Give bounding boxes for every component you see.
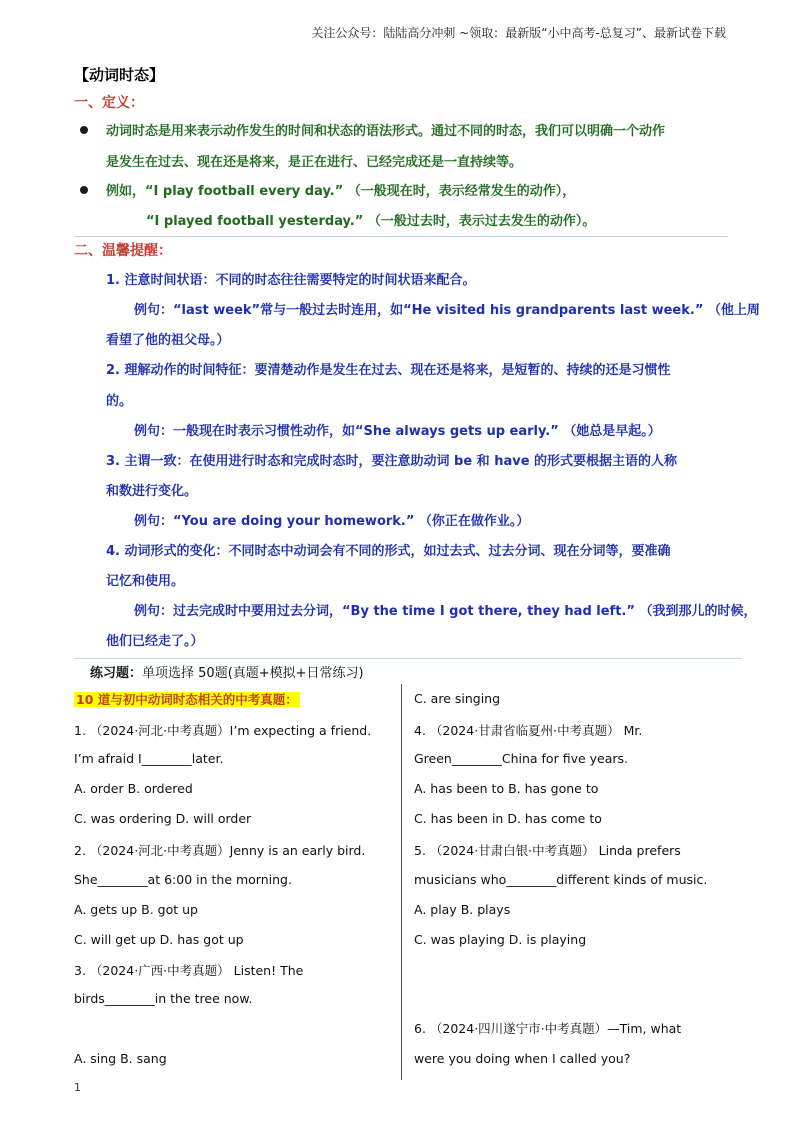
- tip4-example-line2: 他们已经走了。）: [106, 634, 204, 649]
- column-divider: [401, 684, 402, 1080]
- tip1: 1. 注意时间状语：不同的时态往往需要特定的时间状语来配合。: [106, 273, 476, 288]
- practice-label: 练习题：: [90, 666, 143, 681]
- tip1-example-line2: 看望了他的祖父母。）: [106, 333, 230, 348]
- option-line: C. was playing D. is playing: [414, 932, 587, 947]
- question-line: birds________in the tree now.: [74, 991, 253, 1006]
- question-line: 5. （2024·甘肃白银·中考真题） Linda prefers: [414, 843, 681, 858]
- question-line: 2. （2024·河北·中考真题）Jenny is an early bird.: [74, 843, 366, 858]
- option-line: A. play B. plays: [414, 902, 511, 917]
- bullet-dot-icon: [80, 126, 88, 134]
- tip1-example-line1: 例句：“last week”常与一般过去时连用，如“He visited his grandparents last week.” （他上周: [134, 303, 760, 318]
- question-line: She________at 6:00 in the morning.: [74, 872, 292, 887]
- definition-line1: 动词时态是用来表示动作发生的时间和状态的语法形式。通过不同的时态，我们可以明确一个动作: [106, 124, 666, 139]
- option-line: C. are singing: [414, 691, 501, 706]
- question-line: were you doing when I called you?: [414, 1051, 631, 1066]
- section-divider: [74, 236, 728, 237]
- tip4-line2: 记忆和使用。: [106, 574, 185, 589]
- question-line: 6. （2024·四川遂宁市·中考真题）—Tim, what: [414, 1021, 682, 1036]
- definition-line2: 是发生在过去、现在还是将来，是正在进行、已经完成还是一直持续等。: [106, 155, 523, 170]
- example-line1: 例如，“I play football every day.” （一般现在时，表示经常发生的动作），: [106, 184, 576, 199]
- tip2-example: 例句：一般现在时表示习惯性动作，如“She always gets up early.” （她总是早起。）: [134, 424, 661, 439]
- tip3-line1: 3. 主谓一致：在使用进行时态和完成时态时，要注意助动词 be 和 have 的形式要根据主语的人称: [106, 454, 678, 469]
- option-line: C. was ordering D. will order: [74, 811, 252, 826]
- highlighted-heading: 10 道与初中动词时态相关的中考真题：: [76, 692, 298, 707]
- section1-heading: 一、定义：: [74, 95, 144, 111]
- practice-description: 单项选择 50题(真题+模拟+日常练习): [142, 666, 364, 681]
- option-line: A. gets up B. got up: [74, 902, 198, 917]
- page-title: 【动词时态】: [74, 66, 165, 84]
- tip3-example: 例句：“You are doing your homework.” （你正在做作业。）: [134, 514, 530, 529]
- bullet-dot-icon: [80, 186, 88, 194]
- page-header: 关注公众号：陆陆高分冲刺 ~领取：最新版“小中高考-总复习”、最新试卷下载: [311, 26, 726, 40]
- question-line: musicians who________different kinds of music.: [414, 872, 708, 887]
- option-line: A. has been to B. has gone to: [414, 781, 599, 796]
- tip2-line1: 2. 理解动作的时间特征：要清楚动作是发生在过去、现在还是将来，是短暂的、持续的还是习惯性: [106, 363, 671, 378]
- tip4-line1: 4. 动词形式的变化：不同时态中动词会有不同的形式，如过去式、过去分词、现在分词等，要准确: [106, 544, 671, 559]
- question-line: 1. （2024·河北·中考真题）I’m expecting a friend.: [74, 723, 372, 738]
- option-line: C. will get up D. has got up: [74, 932, 244, 947]
- option-line: A. order B. ordered: [74, 781, 193, 796]
- tip3-line2: 和数进行变化。: [106, 484, 198, 499]
- question-line: 3. （2024·广西·中考真题） Listen! The: [74, 963, 304, 978]
- option-line: A. sing B. sang: [74, 1051, 167, 1066]
- tip2-line2: 的。: [106, 394, 133, 409]
- section-divider: [74, 658, 742, 659]
- question-line: Green________China for five years.: [414, 751, 629, 766]
- question-line: 4. （2024·甘肃省临夏州·中考真题） Mr.: [414, 723, 643, 738]
- page-number: 1: [74, 1081, 81, 1094]
- exam-questions-banner: [74, 689, 300, 708]
- practice-heading: [90, 662, 364, 681]
- tip4-example-line1: 例句：过去完成时中要用过去分词，“By the time I got there, they had left.” （我到那儿的时候，: [134, 604, 757, 619]
- section2-heading: 二、温馨提醒：: [74, 243, 172, 259]
- example-line2: “I played football yesterday.” （一般过去时，表示过去发生的动作）。: [146, 214, 596, 229]
- option-line: C. has been in D. has come to: [414, 811, 602, 826]
- question-line: I’m afraid I________later.: [74, 751, 224, 766]
